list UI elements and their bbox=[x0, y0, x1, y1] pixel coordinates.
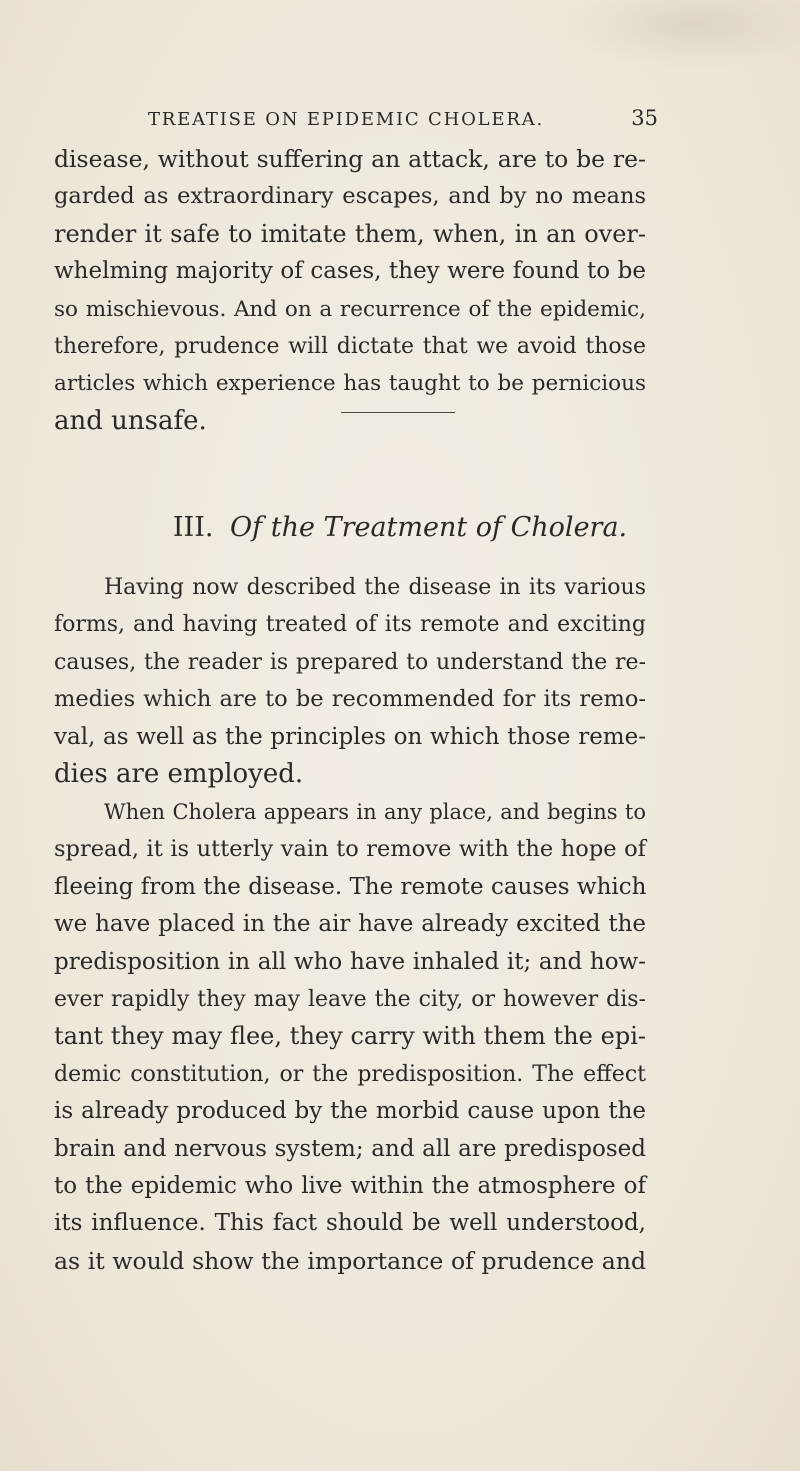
text-line: Having now described the disease in its various bbox=[104, 575, 646, 600]
page-number: 35 bbox=[631, 106, 658, 130]
text-line: forms, and having treated of its remote and exciting bbox=[54, 612, 646, 638]
text-line: and unsafe. bbox=[54, 405, 207, 436]
text-line: to the epidemic who live within the atmosphere of bbox=[54, 1173, 646, 1200]
text-line: demic constitution, or the predisposition. The effect bbox=[54, 1061, 646, 1087]
text-line: fleeing from the disease. The remote causes which bbox=[54, 873, 647, 900]
text-line: disease, without suffering an attack, are to be re- bbox=[54, 145, 646, 173]
text-line: tant they may flee, they carry with them the epi- bbox=[54, 1022, 646, 1051]
text-line: predisposition in all who have inhaled it; and how- bbox=[54, 948, 646, 975]
text-line: whelming majority of cases, they were found to be bbox=[54, 258, 646, 285]
text-line: its influence. This fact should be well understood, bbox=[54, 1210, 646, 1237]
text-line: spread, it is utterly vain to remove with the hope of bbox=[54, 836, 646, 863]
text-line: ever rapidly they may leave the city, or however dis- bbox=[54, 987, 646, 1013]
text-line: causes, the reader is prepared to understand the re- bbox=[54, 649, 646, 675]
text-line: val, as well as the principles on which those reme- bbox=[54, 723, 646, 750]
paragraph-three bbox=[54, 794, 646, 1280]
section-divider bbox=[341, 412, 455, 413]
text-line: therefore, prudence will dictate that we avoid those bbox=[54, 334, 646, 360]
section-numeral: III. bbox=[172, 512, 214, 543]
text-line: we have placed in the air have already excited the bbox=[54, 911, 646, 938]
running-header bbox=[148, 106, 658, 130]
text-line: When Cholera appears in any place, and begins to bbox=[104, 800, 646, 824]
running-title: TREATISE ON EPIDEMIC CHOLERA. bbox=[148, 109, 545, 130]
paragraph-two bbox=[54, 569, 646, 793]
text-line: so mischievous. And on a recurrence of the epidemic, bbox=[54, 296, 646, 322]
text-line: brain and nervous system; and all are predisposed bbox=[54, 1135, 646, 1162]
text-line: as it would show the importance of prudence and bbox=[54, 1246, 646, 1275]
text-line: articles which experience has taught to be pernicious bbox=[54, 371, 646, 397]
text-line: is already produced by the morbid cause upon the bbox=[54, 1098, 646, 1125]
section-title: Of the Treatment of Cholera. bbox=[230, 512, 628, 543]
paper-stain bbox=[560, 0, 800, 70]
section-heading bbox=[0, 512, 800, 543]
text-line: dies are employed. bbox=[54, 759, 304, 790]
text-line: garded as extraordinary escapes, and by no means bbox=[54, 183, 646, 210]
text-line: medies which are to be recommended for its remo- bbox=[54, 686, 646, 713]
opening-paragraph bbox=[54, 141, 646, 440]
text-line: render it safe to imitate them, when, in an over- bbox=[54, 219, 646, 248]
